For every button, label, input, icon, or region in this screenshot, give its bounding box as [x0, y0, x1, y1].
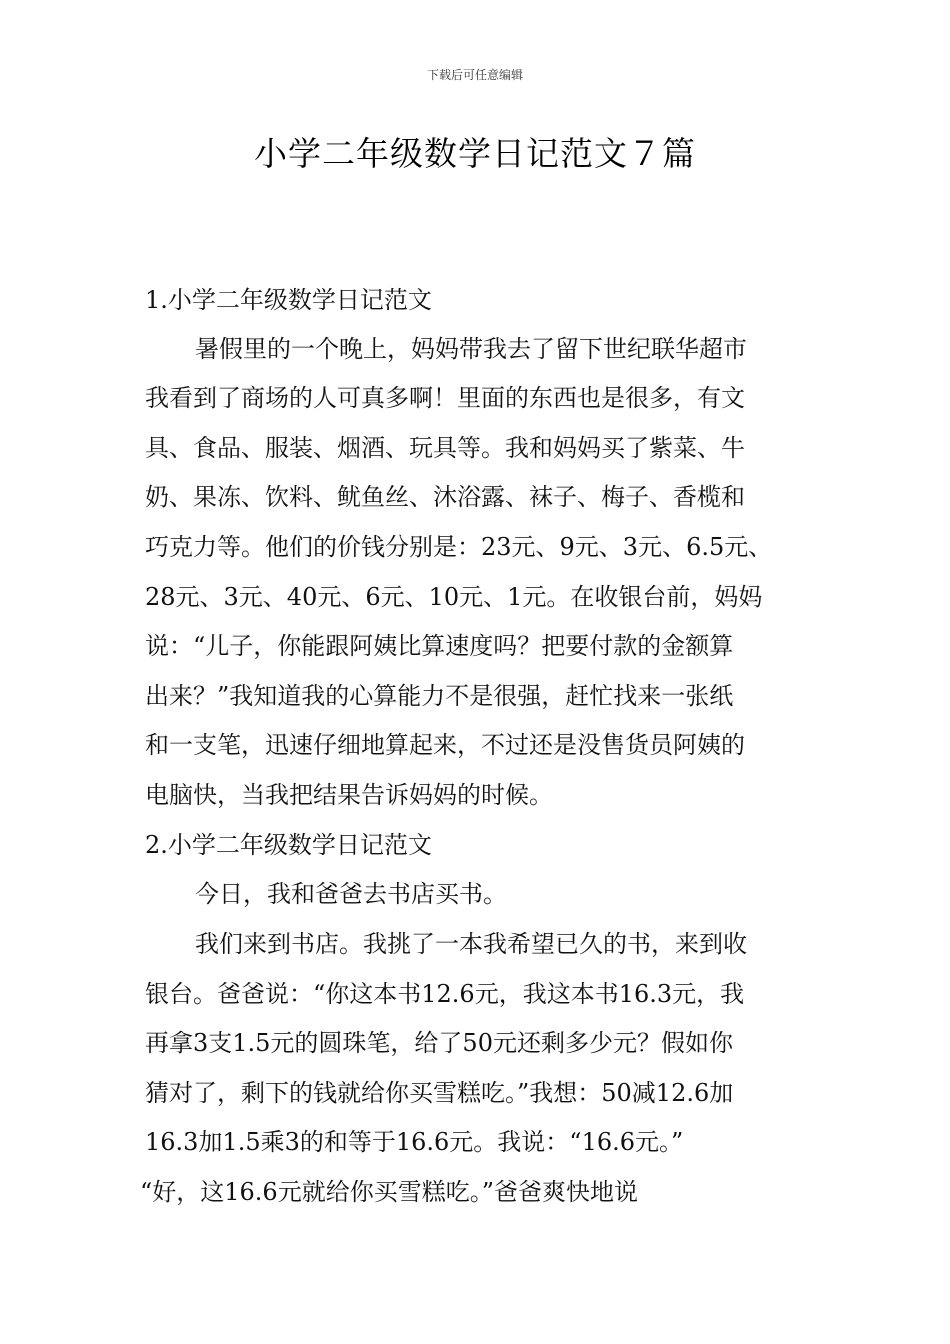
- paragraph-line: 我们来到书店。我挑了一本我希望已久的书，来到收: [195, 930, 747, 958]
- paragraph-line: 电脑快，当我把结果告诉妈妈的时候。: [145, 781, 553, 809]
- paragraph-line: 银台。爸爸说：“你这本书12.6元，我这本书16.3元，我: [145, 980, 745, 1008]
- paragraph-line: 出来？”我知道我的心算能力不是很强，赶忙找来一张纸: [145, 682, 734, 710]
- paragraph-line: 再拿3支1.5元的圆珠笔，给了50元还剩多少元？假如你: [145, 1029, 733, 1057]
- section-heading-2: 2.小学二年级数学日记范文: [145, 831, 432, 859]
- paragraph-line: 巧克力等。他们的价钱分别是：23元、9元、3元、6.5元、: [145, 533, 773, 561]
- document-title: 小学二年级数学日记范文７篇: [254, 134, 696, 173]
- paragraph-line: 猜对了，剩下的钱就给你买雪糕吃。”我想：50减12.6加: [145, 1079, 734, 1107]
- header-note: 下载后可任意编辑: [426, 68, 523, 82]
- paragraph-line: 今日，我和爸爸去书店买书。: [195, 880, 507, 908]
- paragraph-line: 16.3加1.5乘3的和等于16.6元。我说：“16.6元。”: [145, 1128, 684, 1156]
- paragraph-line: 暑假里的一个晚上，妈妈带我去了留下世纪联华超市: [195, 335, 747, 363]
- paragraph-line: “好，这16.6元就给你买雪糕吃。”爸爸爽快地说: [140, 1178, 638, 1206]
- section-heading-1: 1.小学二年级数学日记范文: [145, 286, 432, 314]
- paragraph-line: 我看到了商场的人可真多啊！里面的东西也是很多，有文: [145, 384, 745, 412]
- paragraph-line: 具、食品、服装、烟酒、玩具等。我和妈妈买了紫菜、牛: [145, 434, 745, 462]
- paragraph-line: 奶、果冻、饮料、鱿鱼丝、沐浴露、袜子、梅子、香榄和: [145, 483, 745, 511]
- paragraph-line: 说：“儿子，你能跟阿姨比算速度吗？把要付款的金额算: [145, 632, 734, 660]
- paragraph-line: 和一支笔，迅速仔细地算起来，不过还是没售货员阿姨的: [145, 731, 745, 759]
- paragraph-line: 28元、3元、40元、6元、10元、1元。在收银台前，妈妈: [145, 583, 763, 611]
